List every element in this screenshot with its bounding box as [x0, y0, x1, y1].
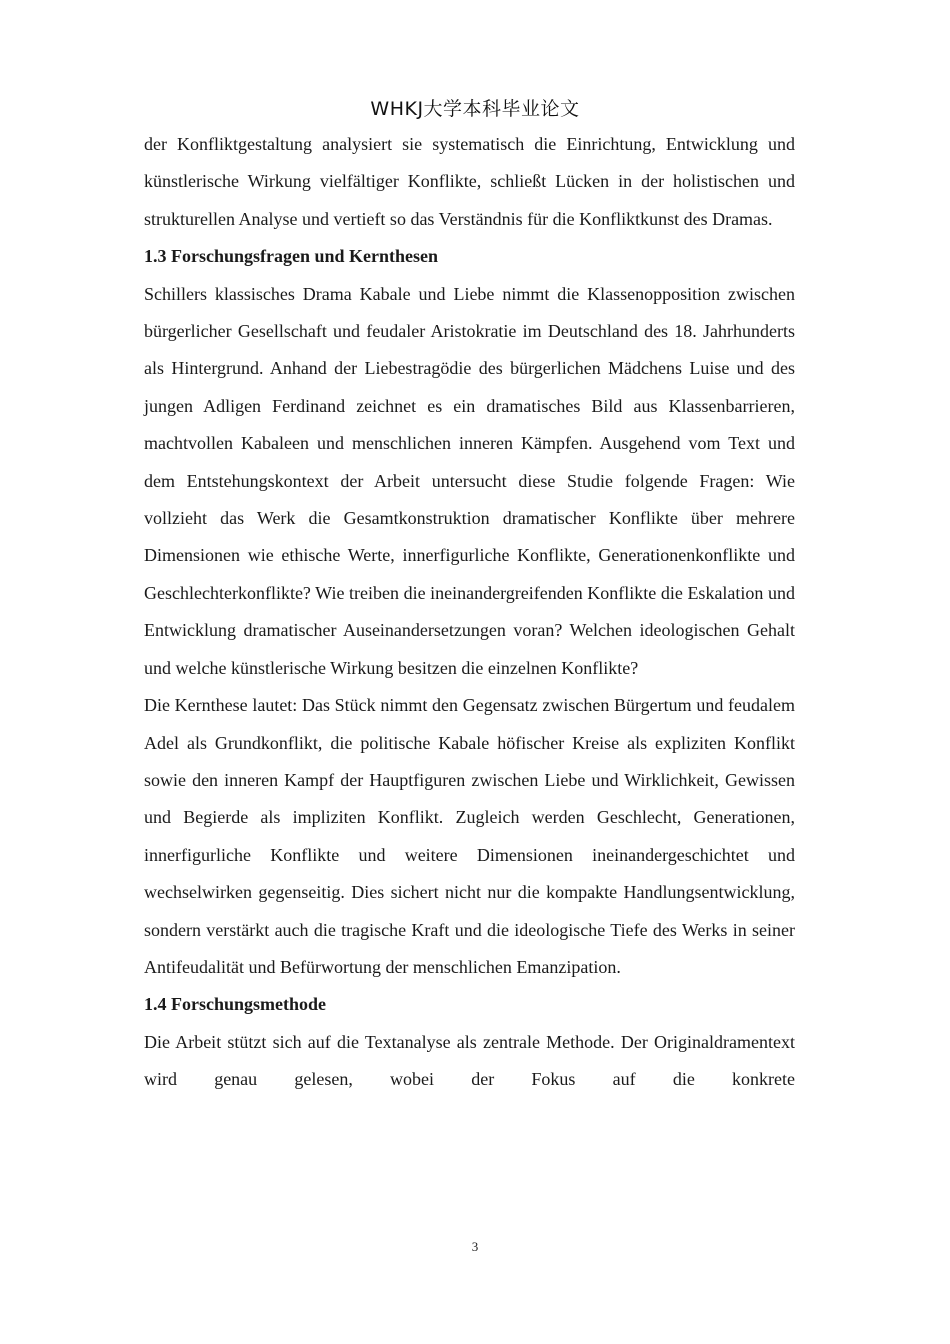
paragraph-1-3-questions: Schillers klassisches Drama Kabale und Liebe nimmt die Klassenopposition zwischen bürgerlicher Gesellschaft und feudaler Aristokratie im Deutschland des 18. Jahrhunderts als Hintergrund. Anhand der Liebestragödie des bürgerlichen Mädchens Luise und des jungen Adligen Ferdinand zeichnet es ein dramatisches Bild aus Klassenbarrieren, machtvollen Kabaleen und menschlichen inneren Kämpfen. Ausgehend vom Text und dem Entstehungskontext der Arbeit untersucht diese Studie folgende Fragen: Wie vollzieht das Werk die Gesamtkonstruktion dramatischer Konflikte über mehrere Dimensionen wie ethische Werte, innerfigurliche Konflikte, Generationenkonflikte und Geschlechterkonflikte? Wie treiben die ineinandergreifenden Konflikte die Eskalation und Entwicklung dramatischer Auseinandersetzungen voran? Welchen ideologischen Gehalt und welche künstlerische Wirkung besitzen die einzelnen Konflikte?	[144, 283, 795, 678]
page-header-title: WHKJ大学本科毕业论文	[370, 98, 580, 120]
page-number: 3	[471, 1239, 479, 1254]
section-heading-1-4: 1.4 Forschungsmethode	[144, 994, 327, 1015]
paragraph-1-4-method: Die Arbeit stützt sich auf die Textanalyse als zentrale Methode. Der Originaldramentext wird genau gelesen, wobei der Fokus auf die konkrete	[144, 1031, 795, 1090]
paragraph-intro: der Konfliktgestaltung analysiert sie systematisch die Einrichtung, Entwicklung und künstlerische Wirkung vielfältiger Konflikte, schließt Lücken in der holistischen und strukturellen Analyse und vertieft so das Verständnis für die Konfliktkunst des Dramas.	[144, 134, 795, 229]
paragraph-1-3-thesis: Die Kernthese lautet: Das Stück nimmt den Gegensatz zwischen Bürgertum und feudalem Adel als Grundkonflikt, die politische Kabale höfischer Kreise als expliziten Konflikt sowie den inneren Kampf der Hauptfiguren zwischen Liebe und Wirklichkeit, Gewissen und Begierde als impliziten Konflikt. Zugleich werden Geschlecht, Generationen, innerfigurliche Konflikte und weitere Dimensionen ineinandergeschichtet und wechselwirken gegenseitig. Dies sichert nicht nur die kompakte Handlungsentwicklung, sondern verstärkt auch die tragische Kraft und die ideologische Tiefe des Werks in seiner Antifeudalität und Befürwortung der menschlichen Emanzipation.	[144, 695, 795, 977]
section-heading-1-3: 1.3 Forschungsfragen und Kernthesen	[144, 246, 439, 267]
document-body	[144, 126, 795, 1099]
